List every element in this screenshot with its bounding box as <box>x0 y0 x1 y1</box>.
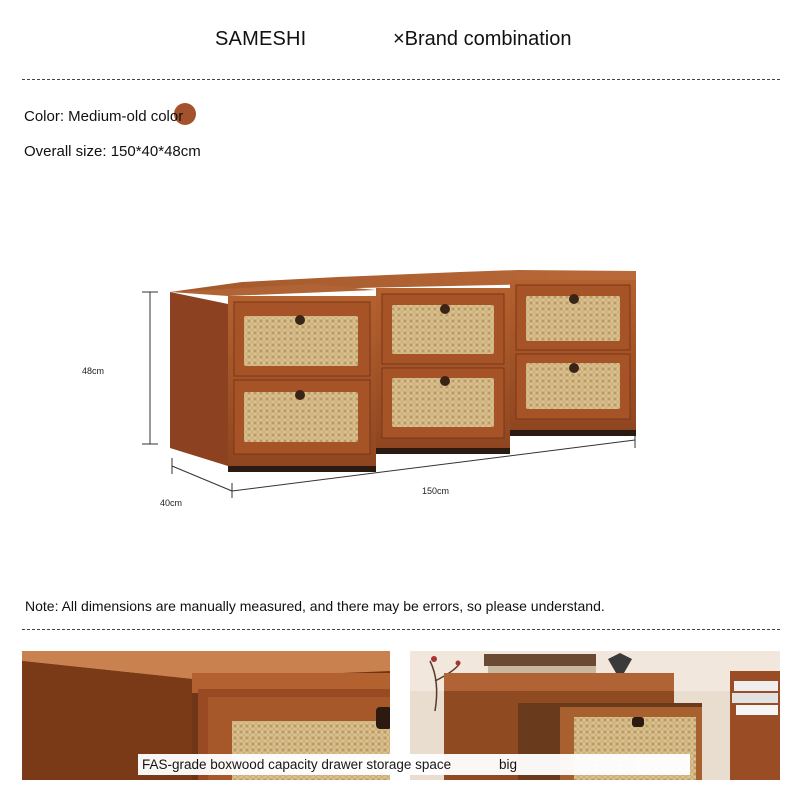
height-dimension-label: 48cm <box>82 366 105 376</box>
size-label: Overall size: 150*40*48cm <box>24 143 201 160</box>
bottom-divider <box>22 629 780 630</box>
brand-combination-label: ×Brand combination <box>393 28 572 50</box>
measurement-note: Note: All dimensions are manually measured, and there may be errors, so please understand. <box>25 598 605 614</box>
caption-suffix: big <box>499 757 518 772</box>
height-dimension-line <box>142 292 158 444</box>
width-dimension-label: 150cm <box>422 486 450 496</box>
brand-name: SAMESHI <box>215 28 307 50</box>
caption-text: FAS-grade boxwood capacity drawer storage space <box>142 757 452 772</box>
cabinet-right <box>510 280 636 436</box>
cabinet-middle <box>376 288 510 454</box>
depth-dimension-label: 40cm <box>160 498 183 508</box>
color-label: Color: Medium-old color <box>24 108 184 125</box>
caption-bar <box>138 754 690 775</box>
cabinet-left <box>170 284 376 472</box>
